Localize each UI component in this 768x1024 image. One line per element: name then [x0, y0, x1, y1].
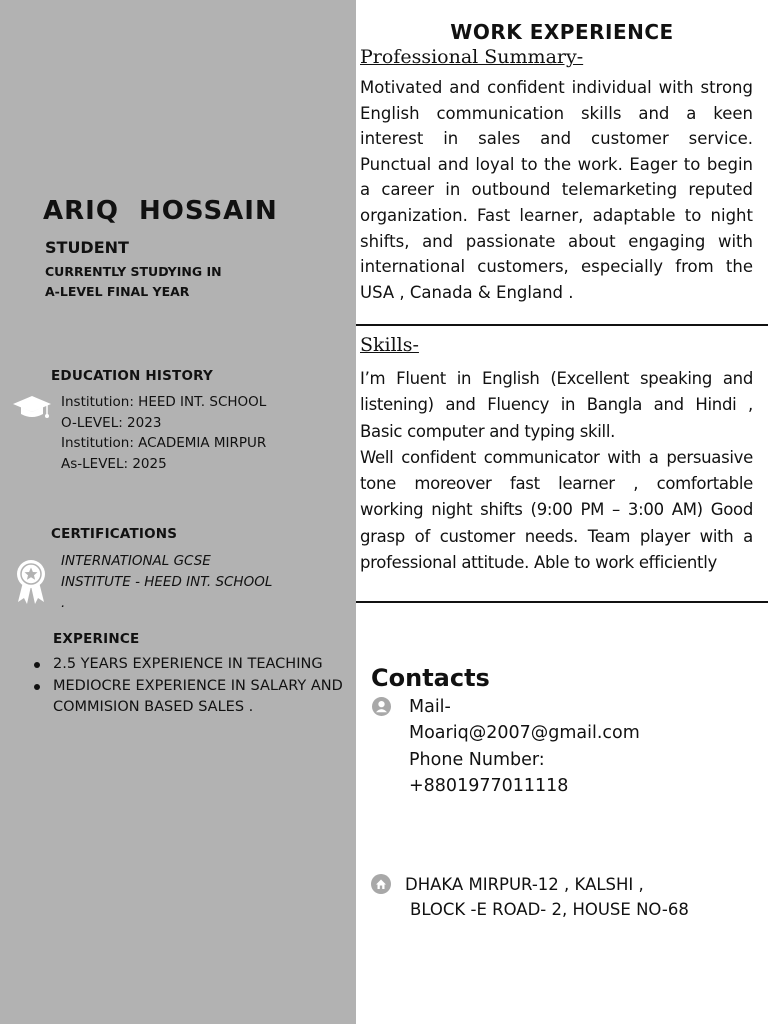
skills-paragraph: I’m Fluent in English (Excellent speaking and listening) and Fluency in Bangla and Hindi , Basic computer and typing skill. — [360, 369, 753, 441]
work-experience-title: WORK EXPERIENCE — [450, 20, 674, 44]
candidate-role: STUDENT — [45, 238, 129, 257]
contacts-title: Contacts — [371, 664, 490, 692]
phone-number[interactable]: +8801977011118 — [409, 775, 569, 796]
certifications-heading: CERTIFICATIONS — [51, 526, 178, 542]
home-icon — [371, 874, 391, 894]
award-ribbon-icon — [14, 558, 48, 606]
certifications-list — [61, 551, 272, 614]
candidate-name: ARIQ HOSSAIN — [43, 196, 278, 226]
mail-label: Mail- — [409, 697, 451, 717]
skills-paragraph: Well confident communicator with a persuasive tone moreover fast learner , comfortable working night shifts (9:00 PM – 3:00 AM) Good grasp of customer needs. Team player with a professional attitude. Able to work efficiently — [360, 447, 753, 573]
section-divider — [356, 324, 768, 326]
main-content — [356, 0, 768, 1024]
study-status — [45, 262, 222, 302]
education-heading: EDUCATION HISTORY — [51, 368, 213, 384]
experience-list — [32, 654, 352, 719]
skills-text — [360, 366, 753, 576]
summary-text — [360, 75, 753, 305]
experience-item: MEDIOCRE EXPERIENCE IN SALARY AND COMMISION BASED SALES . — [32, 676, 352, 719]
certification-line: INTERNATIONAL GCSE — [61, 553, 211, 569]
education-line: Institution: ACADEMIA MIRPUR — [61, 435, 267, 451]
address-line: BLOCK -E ROAD- 2, HOUSE NO-68 — [410, 900, 689, 919]
graduation-cap-icon — [12, 394, 52, 420]
email-address[interactable]: Moariq@2007@gmail.com — [409, 723, 640, 744]
phone-label: Phone Number: — [409, 749, 545, 770]
education-line: O-LEVEL: 2023 — [61, 414, 162, 431]
summary-paragraph: Motivated and confident individual with strong English communication skills and a keen interest in sales and customer service. Punctual and loyal to the work. Eager to begin a career in outbound telemarketing reputed organization. Fast learner, adaptable to night shifts, and passionate about engaging with international customers, especially from the USA , Canada & England . — [360, 78, 753, 302]
left-sidebar — [0, 0, 356, 1024]
experience-heading: EXPERINCE — [53, 631, 140, 647]
study-status-line: CURRENTLY STUDYING IN — [45, 264, 222, 279]
experience-item: 2.5 YEARS EXPERIENCE IN TEACHING — [32, 654, 352, 676]
education-list — [61, 392, 266, 474]
address-line: DHAKA MIRPUR-12 , KALSHI , — [405, 875, 644, 894]
certification-line: INSTITUTE - HEED INT. SCHOOL — [61, 574, 273, 590]
education-line: As-LEVEL: 2025 — [61, 455, 167, 472]
contact-details — [409, 694, 640, 799]
study-status-line: A-LEVEL FINAL YEAR — [45, 284, 190, 299]
skills-heading: Skills- — [360, 334, 419, 356]
education-line: Institution: HEED INT. SCHOOL — [61, 394, 267, 410]
summary-heading: Professional Summary- — [360, 46, 584, 68]
section-divider — [356, 601, 768, 603]
certification-line: . — [61, 595, 66, 611]
person-icon — [372, 697, 391, 716]
address — [405, 872, 689, 922]
